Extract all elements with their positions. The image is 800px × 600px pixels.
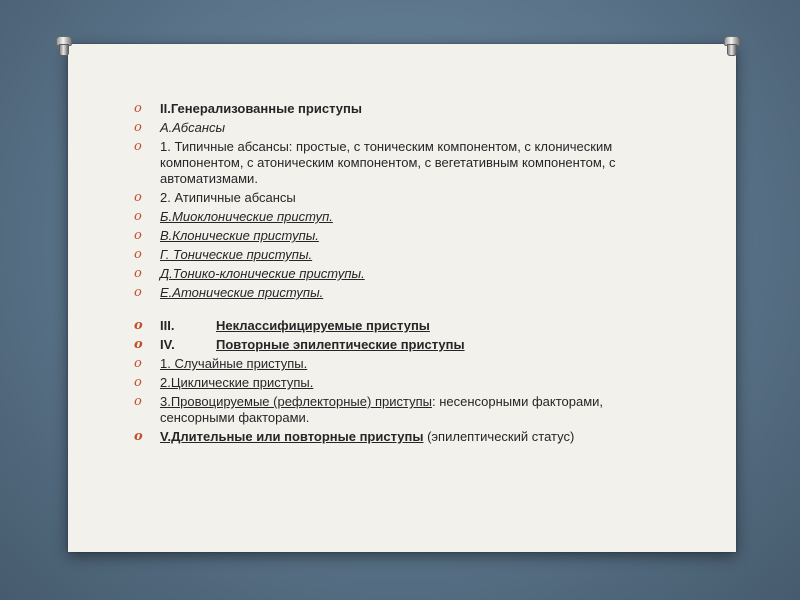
list-item: [134, 190, 634, 206]
list-item-number: IV.: [160, 337, 175, 352]
list-item: [134, 285, 634, 301]
list-item: [134, 318, 634, 334]
list-item-text: Б.Миоклонические приступ.: [160, 209, 333, 224]
list-item-text: 2. Атипичные абсансы: [160, 190, 296, 205]
bullet-icon: o: [134, 120, 142, 135]
list-item: [134, 101, 634, 117]
list-item: [134, 394, 634, 426]
list-item: [134, 228, 634, 244]
bullet-icon: o: [134, 190, 142, 205]
list-item-text: 2.Циклические приступы.: [160, 375, 314, 390]
list-item-suffix: : несенсорными факторами, сенсорными факторами.: [160, 394, 604, 425]
list-item-text: II.Генерализованные приступы: [160, 101, 362, 116]
list-item-text: 3.Провоцируемые (рефлекторные) приступы: [160, 394, 432, 409]
bullet-icon: o: [134, 375, 142, 390]
bullet-icon: o: [134, 394, 142, 409]
bullet-icon: o: [134, 247, 142, 262]
list-item-text: Г. Тонические приступы.: [160, 247, 313, 262]
list-item: [134, 266, 634, 282]
list-item: [134, 375, 634, 391]
bullet-icon: o: [134, 101, 142, 116]
list-item: [134, 356, 634, 372]
bullet-icon: o: [134, 337, 143, 352]
bullet-icon: o: [134, 429, 143, 444]
list-item: [134, 139, 634, 187]
bullet-icon: o: [134, 285, 142, 300]
list-item: [134, 247, 634, 263]
list-item-text: А.Абсансы: [160, 120, 226, 135]
pushpin-icon: [56, 36, 72, 58]
spacer: [134, 304, 634, 318]
bullet-icon: o: [134, 266, 142, 281]
slide-content: [134, 101, 634, 448]
list-item-number: III.: [160, 318, 175, 333]
list-item-text: Е.Атонические приступы.: [160, 285, 324, 300]
list-item: [134, 337, 634, 353]
bullet-icon: o: [134, 209, 142, 224]
list-item: [134, 209, 634, 225]
list-item-text: V.Длительные или повторные приступы: [160, 429, 424, 444]
pushpin-shaft: [59, 44, 69, 56]
bullet-icon: o: [134, 228, 142, 243]
pushpin-icon: [724, 36, 740, 58]
list-item: [134, 429, 634, 445]
list-item-text: Неклассифицируемые приступы: [216, 318, 430, 333]
list-item-text: 1. Типичные абсансы: простые, с тоническим компонентом, с клоническим компонентом, с атоническим компонентом, с вегетативным компонентом, с автоматизмами.: [160, 139, 616, 186]
bullet-icon: o: [134, 318, 143, 333]
list-item: [134, 120, 634, 136]
list-item-text: Д.Тонико-клонические приступы.: [160, 266, 365, 281]
list-item-text: Повторные эпилептические приступы: [216, 337, 465, 352]
pushpin-shaft: [727, 44, 737, 56]
bullet-icon: o: [134, 356, 142, 371]
list-item-text: В.Клонические приступы.: [160, 228, 319, 243]
bullet-icon: o: [134, 139, 142, 154]
list-item-suffix: (эпилептический статус): [423, 429, 575, 444]
list-item-text: 1. Случайные приступы.: [160, 356, 308, 371]
